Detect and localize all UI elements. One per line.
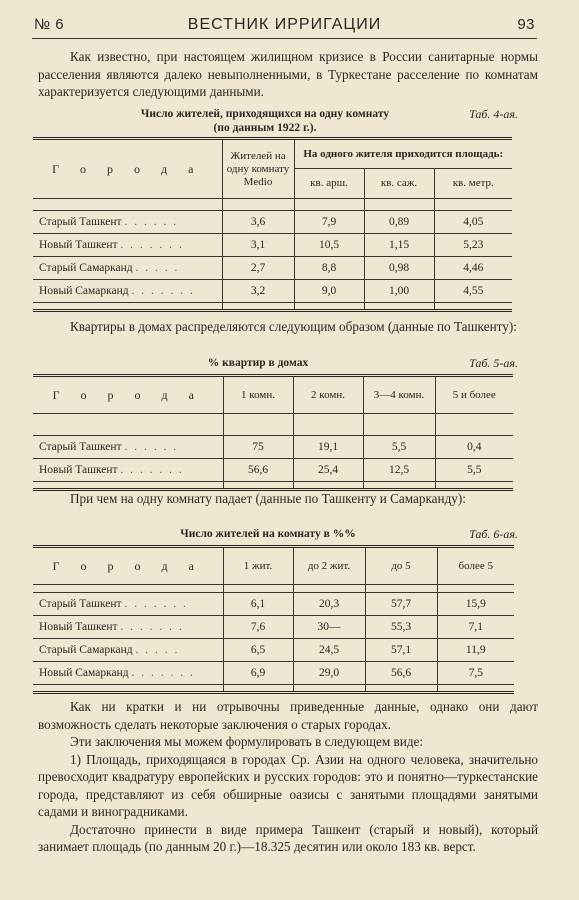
city-name: Новый Ташкент <box>39 621 118 633</box>
table4-header-area: На одного жителя приходится площадь: <box>294 139 512 169</box>
cell: 10,5 <box>294 234 364 257</box>
table6-caption-block <box>38 527 538 543</box>
table6-header-col4: более 5 <box>437 547 514 585</box>
table-row <box>33 459 513 482</box>
leader-dots: . . . . . . <box>124 441 179 453</box>
running-header <box>34 16 535 38</box>
table-5 <box>33 374 513 491</box>
cell: 4,55 <box>434 280 512 303</box>
cell: 0,89 <box>364 211 434 234</box>
cell: 55,3 <box>365 616 437 639</box>
cell: 6,9 <box>223 662 293 685</box>
table6-header-col3: до 5 <box>365 547 437 585</box>
cell: 19,1 <box>293 436 363 459</box>
table-row <box>33 639 514 662</box>
city-name: Новый Самарканд <box>39 667 129 679</box>
paragraph-text: Эти заключения мы можем формулировать в следующем виде: <box>70 734 424 749</box>
table-4 <box>33 137 512 312</box>
paragraph-per-room <box>38 490 538 508</box>
table4-caption-line2: (по данным 1922 г.). <box>213 122 317 134</box>
cell: 15,9 <box>437 593 514 616</box>
cell: 7,1 <box>437 616 514 639</box>
table4-header-sub3: кв. метр. <box>434 169 512 199</box>
cell: 3,6 <box>222 211 294 234</box>
cell: 56,6 <box>223 459 293 482</box>
table-row <box>33 436 513 459</box>
table5-header-col3: 3—4 комн. <box>363 376 435 414</box>
paragraph-intro <box>38 48 538 101</box>
cell: 5,23 <box>434 234 512 257</box>
table-row <box>33 234 512 257</box>
header-rule <box>32 38 537 39</box>
table6-number: Таб. 6-ая. <box>469 527 518 541</box>
cell: 3,2 <box>222 280 294 303</box>
city-name: Новый Самарканд <box>39 285 129 297</box>
table6-header-col1: 1 жит. <box>223 547 293 585</box>
cell: 2,7 <box>222 257 294 280</box>
cell: 56,6 <box>365 662 437 685</box>
cell: 29,0 <box>293 662 365 685</box>
leader-dots: . . . . . . . <box>131 285 195 297</box>
cell: 3,1 <box>222 234 294 257</box>
cell: 75 <box>223 436 293 459</box>
table5-header-col2: 2 комн. <box>293 376 363 414</box>
table6-caption: Число жителей на комнату в %% <box>180 528 356 540</box>
city-name: Старый Ташкент <box>39 216 122 228</box>
table4-number: Таб. 4-ая. <box>469 107 518 121</box>
cell: 4,46 <box>434 257 512 280</box>
paragraph-conclusions <box>38 698 538 856</box>
leader-dots: . . . . . . . <box>131 667 195 679</box>
table5-caption-block <box>38 356 538 372</box>
table-row <box>33 593 514 616</box>
city-name: Старый Самарканд <box>39 262 133 274</box>
leader-dots: . . . . . . . <box>120 239 184 251</box>
table4-caption-line1: Число жителей, приходящихся на одну комнату <box>140 108 390 120</box>
city-name: Старый Самарканд <box>39 644 133 656</box>
city-name: Новый Ташкент <box>39 464 118 476</box>
paragraph-text: При чем на одну комнату падает (данные по Ташкенту и Самарканду): <box>70 491 466 506</box>
cell: 5,5 <box>435 459 513 482</box>
leader-dots: . . . . . . . <box>120 464 184 476</box>
table5-caption: % квартир в домах <box>207 357 309 369</box>
cell: 5,5 <box>363 436 435 459</box>
city-name: Новый Ташкент <box>39 239 118 251</box>
cell: 4,05 <box>434 211 512 234</box>
table-row <box>33 662 514 685</box>
cell: 30— <box>293 616 365 639</box>
paragraph-text: Достаточно принести в виде примера Ташкент (старый и новый), который занимает площадь (по данным 20 г.)—18.325 десятин или около 183 кв. верст. <box>38 821 538 854</box>
table4-caption-block <box>38 107 538 137</box>
cell: 9,0 <box>294 280 364 303</box>
table5-number: Таб. 5-ая. <box>469 356 518 370</box>
table-6 <box>33 545 514 694</box>
cell: 6,1 <box>223 593 293 616</box>
table-row <box>33 257 512 280</box>
cell: 24,5 <box>293 639 365 662</box>
table-row <box>33 280 512 303</box>
cell: 11,9 <box>437 639 514 662</box>
city-name: Старый Ташкент <box>39 598 122 610</box>
cell: 0,4 <box>435 436 513 459</box>
table6-header-cities: Г о р о д а <box>33 547 223 585</box>
table5-header-col4: 5 и более <box>435 376 513 414</box>
table-row <box>33 616 514 639</box>
city-name: Старый Ташкент <box>39 441 122 453</box>
table4-header-sub2: кв. саж. <box>364 169 434 199</box>
paragraph-text: Как известно, при настоящем жилищном кризисе в России санитарные нормы расселения являются далеко невыполненными, в Туркестане расселение по комнатам характеризуется следующими данными. <box>38 49 538 99</box>
paragraph-text: 1) Площадь, приходящаяся в городах Ср. Азии на одного человека, значительно превосходит квадратуру европейских и русских городов: это и понятно—туркестанские города, представляют из себя обширные оазисы с занятыми площадями занятыми садами и виноградниками. <box>38 751 538 819</box>
table-row <box>33 211 512 234</box>
cell: 25,4 <box>293 459 363 482</box>
leader-dots: . . . . . <box>135 262 180 274</box>
table4-header-sub1: кв. арш. <box>294 169 364 199</box>
leader-dots: . . . . . . . <box>120 621 184 633</box>
issue-number: № 6 <box>34 16 65 33</box>
table5-header-col1: 1 комн. <box>223 376 293 414</box>
cell: 7,6 <box>223 616 293 639</box>
leader-dots: . . . . . <box>135 644 180 656</box>
table4-header-residents: Жителей на одну комнату Medio <box>222 139 294 199</box>
cell: 7,5 <box>437 662 514 685</box>
paragraph-apartments <box>38 318 538 336</box>
leader-dots: . . . . . . <box>124 216 179 228</box>
cell: 1,00 <box>364 280 434 303</box>
cell: 7,9 <box>294 211 364 234</box>
cell: 6,5 <box>223 639 293 662</box>
paragraph-text: Квартиры в домах распределяются следующим образом (данные по Ташкенту): <box>70 319 517 334</box>
table6-header-col2: до 2 жит. <box>293 547 365 585</box>
cell: 1,15 <box>364 234 434 257</box>
table4-caption <box>110 107 420 135</box>
cell: 57,7 <box>365 593 437 616</box>
cell: 8,8 <box>294 257 364 280</box>
journal-title: ВЕСТНИК ИРРИГАЦИИ <box>187 16 382 33</box>
cell: 12,5 <box>363 459 435 482</box>
page-number: 93 <box>517 16 535 33</box>
table4-header-cities: Г о р о д а <box>33 139 222 199</box>
leader-dots: . . . . . . . <box>124 598 188 610</box>
cell: 57,1 <box>365 639 437 662</box>
cell: 0,98 <box>364 257 434 280</box>
table5-header-cities: Г о р о д а <box>33 376 223 414</box>
paragraph-text: Как ни кратки и ни отрывочны приведенные данные, однако они дают возможность сделать некоторые заключения о старых городах. <box>38 699 538 732</box>
cell: 20,3 <box>293 593 365 616</box>
